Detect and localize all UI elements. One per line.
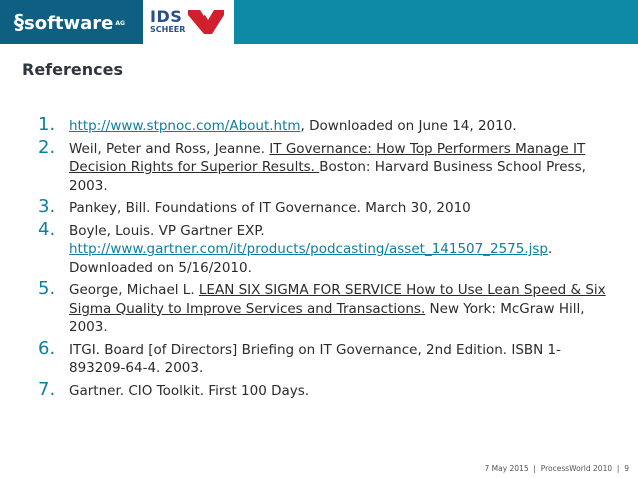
- reference-text: Weil, Peter and Ross, Jeanne.: [69, 140, 270, 157]
- reference-text: , Downloaded on June 14, 2010.: [300, 118, 517, 134]
- reference-link[interactable]: http://www.gartner.com/it/products/podcasting/asset_141507_2575.jsp: [69, 241, 548, 257]
- reference-text: Boyle, Louis. VP Gartner EXP.: [69, 222, 265, 239]
- reference-item-5: [38, 278, 608, 337]
- reference-item-2: [38, 136, 608, 196]
- slide-footer: [484, 464, 629, 473]
- reference-link[interactable]: http://www.stpnoc.com/About.htm: [69, 118, 301, 134]
- reference-text: ITGI. Board [of Directors] Briefing on IT Governance, 2nd Edition. ISBN 1-893209-64-4. 2003.: [69, 341, 562, 376]
- footer-date: 7 May 2015: [484, 464, 529, 473]
- reference-number: 5.: [38, 278, 56, 299]
- footer-page-number: 9: [624, 464, 629, 473]
- scheer-text: SCHEER: [150, 25, 186, 34]
- ids-text: IDS: [150, 7, 183, 26]
- footer-separator: |: [616, 464, 620, 473]
- reference-item-7: [38, 378, 608, 401]
- footer-separator: |: [533, 464, 536, 473]
- reference-text: New York: McGraw Hill, 2003.: [69, 300, 585, 335]
- software-ag-logo: [0, 0, 143, 44]
- reference-item-3: [38, 196, 608, 218]
- reference-number: 2.: [38, 136, 56, 158]
- ids-scheer-logo: [150, 8, 230, 38]
- software-brand-text: software: [24, 13, 114, 34]
- reference-item-4: [38, 218, 608, 278]
- reference-number: 6.: [38, 337, 56, 359]
- software-s-icon: §: [14, 10, 24, 34]
- reference-item-1: [38, 114, 608, 136]
- reference-title: IT Governance: How Top Performers Manage IT Decision Rights for Superior Results.: [69, 140, 586, 175]
- reference-item-6: [38, 337, 608, 378]
- reference-title: LEAN SIX SIGMA FOR SERVICE How to Use Lean Speed & Six Sigma Quality to Improve Services and Transactions.: [69, 282, 606, 317]
- reference-number: 3.: [38, 196, 56, 217]
- reference-text: Pankey, Bill. Foundations of IT Governance. March 30, 2010: [69, 200, 471, 216]
- reference-text: . Downloaded on 5/16/2010.: [69, 241, 553, 276]
- reference-text: George, Michael L.: [69, 282, 199, 298]
- footer-event: ProcessWorld 2010: [540, 464, 613, 473]
- ids-scheer-mark-icon: [188, 10, 224, 34]
- reference-number: 1.: [38, 114, 56, 135]
- reference-number: 4.: [38, 218, 56, 240]
- reference-number: 7.: [38, 378, 56, 400]
- reference-text: Boston: Harvard Business School Press, 2003.: [69, 159, 586, 194]
- reference-text: Gartner. CIO Toolkit. First 100 Days.: [69, 382, 310, 399]
- page-title: References: [22, 60, 123, 79]
- software-brand-suffix: AG: [115, 20, 125, 27]
- reference-list: [38, 114, 608, 404]
